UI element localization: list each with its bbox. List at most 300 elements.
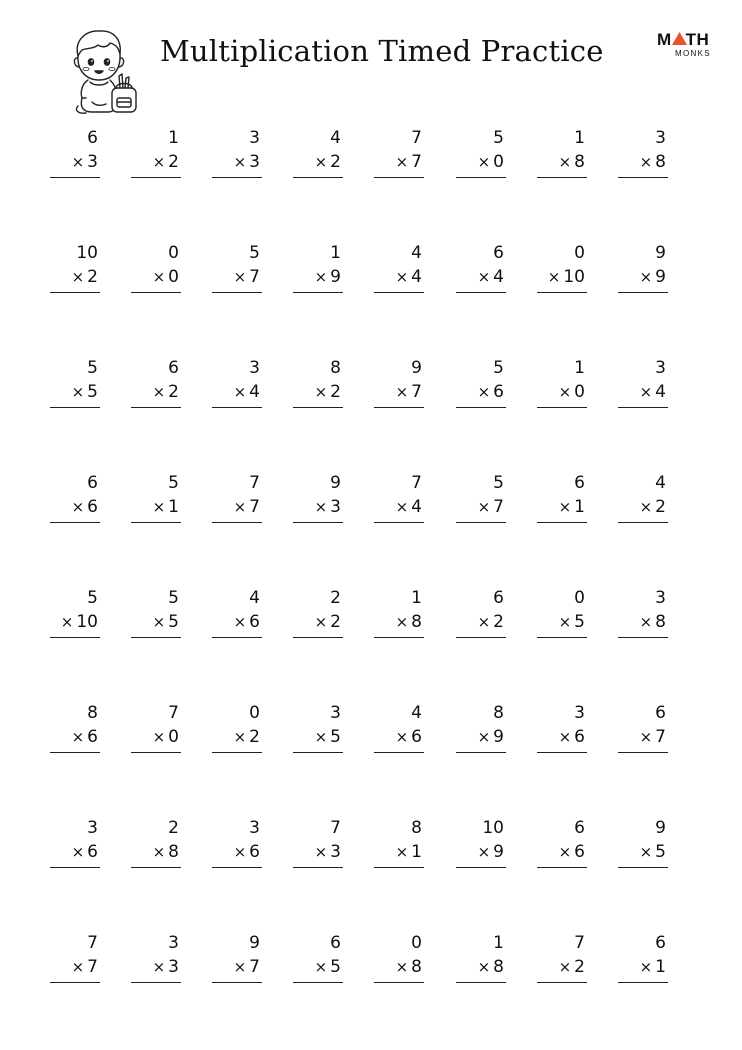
multiplier-row xyxy=(396,612,422,632)
multiplication-problem xyxy=(618,243,668,301)
multiplicand: 8 xyxy=(411,818,422,838)
answer-line xyxy=(456,407,506,408)
answer-line xyxy=(537,292,587,293)
multiplier: 3 xyxy=(87,152,98,172)
multiplication-problem xyxy=(212,128,262,186)
multiplier: 8 xyxy=(655,152,666,172)
multiplicand: 6 xyxy=(655,703,666,723)
times-sign: × xyxy=(71,958,85,976)
multiplier-row xyxy=(315,152,341,172)
answer-line xyxy=(293,752,343,753)
multiplier-row xyxy=(396,497,422,517)
multiplier: 7 xyxy=(249,497,260,517)
multiplicand: 10 xyxy=(482,818,504,838)
multiplier: 9 xyxy=(655,267,666,287)
logo-word: M TH xyxy=(657,30,710,49)
multiplicand: 6 xyxy=(493,588,504,608)
answer-line xyxy=(537,522,587,523)
times-sign: × xyxy=(395,268,409,286)
answer-line xyxy=(293,292,343,293)
multiplication-problem xyxy=(131,933,181,991)
multiplicand: 6 xyxy=(574,473,585,493)
multiplication-problem xyxy=(374,818,424,876)
multiplication-problem xyxy=(456,358,506,416)
answer-line xyxy=(456,867,506,868)
multiplier-row xyxy=(72,382,98,402)
multiplier-row xyxy=(396,957,422,977)
answer-line xyxy=(618,522,668,523)
multiplicand: 6 xyxy=(330,933,341,953)
multiplier-row xyxy=(72,497,98,517)
answer-line xyxy=(293,867,343,868)
answer-line xyxy=(293,982,343,983)
multiplicand: 7 xyxy=(87,933,98,953)
multiplication-problem xyxy=(618,933,668,991)
multiplicand: 2 xyxy=(330,588,341,608)
multiplier-row xyxy=(315,497,341,517)
times-sign: × xyxy=(233,958,247,976)
answer-line xyxy=(293,522,343,523)
multiplier: 7 xyxy=(249,957,260,977)
multiplier: 0 xyxy=(168,727,179,747)
multiplier: 0 xyxy=(168,267,179,287)
times-sign: × xyxy=(639,728,653,746)
multiplier: 2 xyxy=(249,727,260,747)
multiplier-row xyxy=(478,497,504,517)
answer-line xyxy=(618,982,668,983)
multiplication-problem xyxy=(537,243,587,301)
multiplication-problem xyxy=(50,588,100,646)
multiplier: 1 xyxy=(655,957,666,977)
times-sign: × xyxy=(639,268,653,286)
answer-line xyxy=(131,292,181,293)
multiplier: 4 xyxy=(655,382,666,402)
multiplier: 9 xyxy=(493,842,504,862)
multiplication-problem xyxy=(131,128,181,186)
multiplication-problem xyxy=(293,128,343,186)
multiplier-row xyxy=(234,497,260,517)
multiplicand: 7 xyxy=(168,703,179,723)
multiplier-row xyxy=(478,382,504,402)
answer-line xyxy=(131,407,181,408)
times-sign: × xyxy=(558,613,572,631)
answer-line xyxy=(131,982,181,983)
multiplier: 7 xyxy=(493,497,504,517)
multiplier-row xyxy=(640,497,666,517)
multiplicand: 4 xyxy=(655,473,666,493)
multiplication-problem xyxy=(293,358,343,416)
multiplication-problem xyxy=(374,358,424,416)
times-sign: × xyxy=(314,268,328,286)
multiplier: 2 xyxy=(168,152,179,172)
times-sign: × xyxy=(71,843,85,861)
multiplier: 8 xyxy=(493,957,504,977)
multiplier: 2 xyxy=(87,267,98,287)
answer-line xyxy=(131,752,181,753)
times-sign: × xyxy=(152,153,166,171)
multiplier-row xyxy=(640,612,666,632)
answer-line xyxy=(374,407,424,408)
multiplication-problem xyxy=(456,128,506,186)
times-sign: × xyxy=(639,958,653,976)
answer-line xyxy=(131,637,181,638)
times-sign: × xyxy=(477,958,491,976)
multiplier-row xyxy=(72,152,98,172)
times-sign: × xyxy=(233,498,247,516)
multiplier: 3 xyxy=(168,957,179,977)
multiplicand: 1 xyxy=(493,933,504,953)
multiplication-problem xyxy=(618,703,668,761)
multiplication-problem xyxy=(537,128,587,186)
times-sign: × xyxy=(477,613,491,631)
multiplicand: 3 xyxy=(655,128,666,148)
multiplicand: 3 xyxy=(249,818,260,838)
multiplier-row xyxy=(478,267,504,287)
answer-line xyxy=(50,637,100,638)
multiplicand: 6 xyxy=(574,818,585,838)
page-title: Multiplication Timed Practice xyxy=(160,34,604,68)
multiplier-row xyxy=(559,152,585,172)
multiplier: 6 xyxy=(87,497,98,517)
multiplier-row xyxy=(396,727,422,747)
multiplier: 4 xyxy=(411,267,422,287)
multiplication-problem xyxy=(50,358,100,416)
times-sign: × xyxy=(314,613,328,631)
multiplicand: 5 xyxy=(87,588,98,608)
multiplier: 5 xyxy=(330,727,341,747)
multiplicand: 8 xyxy=(87,703,98,723)
multiplier-row xyxy=(559,842,585,862)
multiplier-row xyxy=(640,152,666,172)
multiplier: 7 xyxy=(87,957,98,977)
multiplicand: 5 xyxy=(493,128,504,148)
multiplier: 8 xyxy=(411,957,422,977)
multiplication-problem xyxy=(456,933,506,991)
multiplicand: 0 xyxy=(168,243,179,263)
multiplication-problem xyxy=(456,818,506,876)
multiplicand: 6 xyxy=(87,128,98,148)
answer-line xyxy=(456,177,506,178)
times-sign: × xyxy=(152,843,166,861)
times-sign: × xyxy=(477,728,491,746)
times-sign: × xyxy=(233,728,247,746)
multiplication-problem xyxy=(618,818,668,876)
times-sign: × xyxy=(395,958,409,976)
multiplier-row xyxy=(478,957,504,977)
answer-line xyxy=(374,292,424,293)
multiplier: 7 xyxy=(655,727,666,747)
multiplication-problem xyxy=(212,818,262,876)
multiplication-problem xyxy=(618,358,668,416)
multiplicand: 5 xyxy=(493,358,504,378)
multiplication-problem xyxy=(537,473,587,531)
multiplication-problem xyxy=(50,818,100,876)
answer-line xyxy=(293,637,343,638)
multiplier: 0 xyxy=(574,382,585,402)
multiplier-row xyxy=(153,612,179,632)
multiplicand: 3 xyxy=(87,818,98,838)
answer-line xyxy=(537,637,587,638)
answer-line xyxy=(293,407,343,408)
multiplication-problem xyxy=(374,703,424,761)
multiplication-problem xyxy=(50,933,100,991)
multiplier-row xyxy=(478,842,504,862)
multiplication-problem xyxy=(456,588,506,646)
multiplier: 9 xyxy=(330,267,341,287)
times-sign: × xyxy=(71,498,85,516)
multiplier: 2 xyxy=(168,382,179,402)
multiplier-row xyxy=(234,727,260,747)
multiplication-problem xyxy=(618,588,668,646)
multiplicand: 9 xyxy=(411,358,422,378)
multiplier: 3 xyxy=(249,152,260,172)
times-sign: × xyxy=(477,843,491,861)
answer-line xyxy=(212,177,262,178)
multiplier: 6 xyxy=(249,612,260,632)
multiplier-row xyxy=(315,267,341,287)
answer-line xyxy=(374,177,424,178)
multiplier-row xyxy=(234,382,260,402)
answer-line xyxy=(618,407,668,408)
answer-line xyxy=(374,752,424,753)
multiplication-problem xyxy=(212,588,262,646)
times-sign: × xyxy=(558,498,572,516)
multiplier: 2 xyxy=(493,612,504,632)
multiplication-problem xyxy=(537,703,587,761)
answer-line xyxy=(50,292,100,293)
multiplicand: 4 xyxy=(411,243,422,263)
multiplier-row xyxy=(559,382,585,402)
multiplication-problem xyxy=(293,703,343,761)
multiplier-row xyxy=(640,727,666,747)
multiplier-row xyxy=(396,842,422,862)
multiplier-row xyxy=(153,382,179,402)
times-sign: × xyxy=(558,958,572,976)
multiplicand: 10 xyxy=(76,243,98,263)
multiplier-row xyxy=(559,612,585,632)
multiplier: 6 xyxy=(249,842,260,862)
multiplicand: 7 xyxy=(411,128,422,148)
multiplication-problem xyxy=(374,588,424,646)
answer-line xyxy=(212,292,262,293)
multiplier-row xyxy=(153,497,179,517)
answer-line xyxy=(374,637,424,638)
multiplication-problem xyxy=(456,243,506,301)
times-sign: × xyxy=(477,383,491,401)
multiplier-row xyxy=(153,957,179,977)
multiplication-problem xyxy=(456,703,506,761)
answer-line xyxy=(618,292,668,293)
multiplicand: 6 xyxy=(87,473,98,493)
times-sign: × xyxy=(558,153,572,171)
times-sign: × xyxy=(395,153,409,171)
answer-line xyxy=(456,637,506,638)
multiplier-row xyxy=(315,727,341,747)
multiplier-row xyxy=(315,612,341,632)
times-sign: × xyxy=(233,268,247,286)
multiplication-problem xyxy=(618,473,668,531)
multiplicand: 5 xyxy=(168,473,179,493)
multiplicand: 0 xyxy=(574,588,585,608)
times-sign: × xyxy=(152,383,166,401)
multiplicand: 7 xyxy=(411,473,422,493)
multiplicand: 7 xyxy=(330,818,341,838)
times-sign: × xyxy=(152,498,166,516)
multiplier-row xyxy=(72,957,98,977)
multiplier-row xyxy=(72,727,98,747)
multiplier: 8 xyxy=(574,152,585,172)
answer-line xyxy=(212,752,262,753)
times-sign: × xyxy=(639,843,653,861)
multiplicand: 1 xyxy=(574,358,585,378)
multiplier: 1 xyxy=(168,497,179,517)
multiplication-problem xyxy=(50,128,100,186)
answer-line xyxy=(537,982,587,983)
multiplication-problem xyxy=(131,703,181,761)
times-sign: × xyxy=(71,728,85,746)
multiplication-problem xyxy=(131,473,181,531)
multiplication-problem xyxy=(537,933,587,991)
multiplicand: 4 xyxy=(411,703,422,723)
times-sign: × xyxy=(395,728,409,746)
multiplier: 7 xyxy=(249,267,260,287)
answer-line xyxy=(456,522,506,523)
multiplier-row xyxy=(559,727,585,747)
multiplicand: 5 xyxy=(168,588,179,608)
multiplicand: 9 xyxy=(655,818,666,838)
multiplier-row xyxy=(315,957,341,977)
answer-line xyxy=(618,637,668,638)
multiplicand: 9 xyxy=(655,243,666,263)
multiplicand: 3 xyxy=(249,128,260,148)
multiplicand: 9 xyxy=(330,473,341,493)
multiplication-problem xyxy=(131,818,181,876)
multiplicand: 3 xyxy=(655,358,666,378)
multiplicand: 5 xyxy=(87,358,98,378)
multiplier: 2 xyxy=(330,152,341,172)
answer-line xyxy=(456,292,506,293)
times-sign: × xyxy=(233,843,247,861)
multiplier: 6 xyxy=(574,842,585,862)
multiplier-row xyxy=(559,957,585,977)
answer-line xyxy=(50,982,100,983)
multiplicand: 1 xyxy=(168,128,179,148)
times-sign: × xyxy=(477,498,491,516)
multiplicand: 2 xyxy=(168,818,179,838)
multiplier-row xyxy=(640,267,666,287)
multiplicand: 8 xyxy=(493,703,504,723)
multiplicand: 0 xyxy=(249,703,260,723)
times-sign: × xyxy=(395,843,409,861)
multiplier: 5 xyxy=(168,612,179,632)
multiplicand: 3 xyxy=(655,588,666,608)
multiplication-problem xyxy=(374,128,424,186)
multiplication-problem xyxy=(131,243,181,301)
multiplier-row xyxy=(640,842,666,862)
multiplication-problem xyxy=(212,473,262,531)
multiplication-problem xyxy=(537,818,587,876)
multiplication-problem xyxy=(293,818,343,876)
times-sign: × xyxy=(395,383,409,401)
multiplication-problem xyxy=(212,243,262,301)
multiplier: 4 xyxy=(249,382,260,402)
multiplicand: 1 xyxy=(574,128,585,148)
answer-line xyxy=(374,867,424,868)
multiplier: 2 xyxy=(574,957,585,977)
multiplication-problem xyxy=(293,588,343,646)
answer-line xyxy=(50,752,100,753)
multiplier: 5 xyxy=(655,842,666,862)
times-sign: × xyxy=(639,498,653,516)
multiplier-row xyxy=(153,842,179,862)
answer-line xyxy=(374,982,424,983)
multiplicand: 3 xyxy=(330,703,341,723)
answer-line xyxy=(131,522,181,523)
answer-line xyxy=(537,867,587,868)
answer-line xyxy=(50,522,100,523)
multiplier-row xyxy=(234,267,260,287)
times-sign: × xyxy=(395,613,409,631)
logo-subtitle: MONKS xyxy=(675,49,711,58)
multiplicand: 4 xyxy=(249,588,260,608)
multiplier-row xyxy=(153,267,179,287)
multiplier-row xyxy=(234,152,260,172)
multiplication-problem xyxy=(293,933,343,991)
times-sign: × xyxy=(71,153,85,171)
multiplicand: 0 xyxy=(574,243,585,263)
multiplication-problem xyxy=(50,473,100,531)
multiplicand: 5 xyxy=(249,243,260,263)
multiplication-problem xyxy=(374,933,424,991)
multiplication-problem xyxy=(293,243,343,301)
multiplicand: 6 xyxy=(168,358,179,378)
multiplier: 2 xyxy=(330,382,341,402)
times-sign: × xyxy=(314,728,328,746)
multiplication-problem xyxy=(212,703,262,761)
multiplier: 5 xyxy=(87,382,98,402)
multiplier: 10 xyxy=(563,267,585,287)
multiplier: 6 xyxy=(411,727,422,747)
multiplier: 2 xyxy=(330,612,341,632)
multiplier: 1 xyxy=(574,497,585,517)
multiplier: 6 xyxy=(87,842,98,862)
multiplier-row xyxy=(640,957,666,977)
answer-line xyxy=(212,522,262,523)
times-sign: × xyxy=(639,383,653,401)
multiplication-problem xyxy=(293,473,343,531)
multiplier-row xyxy=(478,152,504,172)
multiplicand: 6 xyxy=(493,243,504,263)
answer-line xyxy=(537,752,587,753)
multiplication-problem xyxy=(131,358,181,416)
multiplier: 6 xyxy=(493,382,504,402)
multiplier-row xyxy=(396,267,422,287)
multiplicand: 0 xyxy=(411,933,422,953)
answer-line xyxy=(212,637,262,638)
multiplier: 10 xyxy=(76,612,98,632)
multiplier-row xyxy=(61,612,98,632)
multiplier: 2 xyxy=(655,497,666,517)
times-sign: × xyxy=(314,843,328,861)
multiplier-row xyxy=(548,267,585,287)
times-sign: × xyxy=(477,153,491,171)
times-sign: × xyxy=(558,843,572,861)
multiplier-row xyxy=(640,382,666,402)
times-sign: × xyxy=(152,268,166,286)
times-sign: × xyxy=(558,728,572,746)
times-sign: × xyxy=(152,958,166,976)
multiplier: 6 xyxy=(574,727,585,747)
